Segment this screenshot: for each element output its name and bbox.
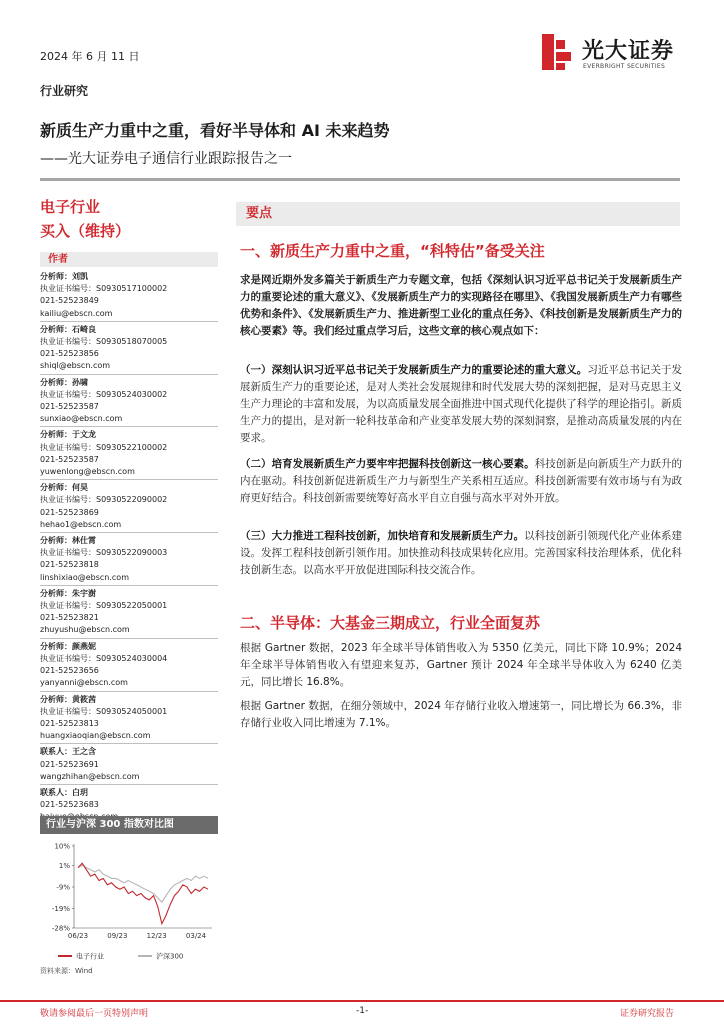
author-phone: 021-52523587 <box>40 402 99 412</box>
author-email: linshixiao@ebscn.com <box>40 572 129 582</box>
author-role-name: 分析师：黄筱茜 <box>40 694 96 704</box>
author-name <box>40 746 218 758</box>
chart-x-tick-label: 03/24 <box>185 932 207 940</box>
index-comparison-chart <box>40 836 218 976</box>
author-name <box>40 535 218 547</box>
author-separator <box>40 321 218 322</box>
author-email: kailiu@ebscn.com <box>40 308 113 318</box>
author-role-name: 分析师：孙啸 <box>40 377 88 387</box>
chart-legend-label: 电子行业 <box>76 952 104 961</box>
author-license: 执业证书编号：S0930522090003 <box>40 548 168 558</box>
point-1-heading: （一）深刻认识习近平总书记关于发展新质生产力的重要论述的重大意义。 <box>240 364 588 376</box>
chart-y-tick-label: -9% <box>56 883 70 892</box>
section-2-title: 二、半导体：大基金三期成立，行业全面复苏 <box>240 614 541 632</box>
author-name <box>40 588 218 600</box>
author-name <box>40 694 218 706</box>
report-subtitle: ——光大证券电子通信行业跟踪报告之一 <box>40 151 292 167</box>
key-points-heading: 要点 <box>236 202 680 226</box>
semiconductor-paragraph-1: 根据 Gartner 数据，2023 年全球半导体销售收入为 5350 亿美元，同比下降 10.9%；2024 年全球半导体销售收入有望迎来复苏，Gartner 预计 2024 年全球半导体收入为 6240 亿美元，同比增长 16.8%。 <box>240 642 682 688</box>
author-separator <box>40 585 218 586</box>
author-email: zhuyushu@ebscn.com <box>40 625 130 635</box>
author-phone: 021-52523656 <box>40 666 99 676</box>
author-license: 执业证书编号：S0930522090002 <box>40 495 168 505</box>
author-email: shiql@ebscn.com <box>40 361 111 371</box>
author-separator <box>40 784 218 785</box>
author-role-name: 分析师：石崎良 <box>40 324 96 334</box>
author-license: 执业证书编号：S0930522100002 <box>40 442 168 452</box>
chart-y-tick-label: 1% <box>58 861 70 870</box>
chart-series-line <box>78 863 208 923</box>
chart-y-tick-label: -19% <box>51 905 70 914</box>
chart-y-tick-label: 10% <box>54 842 70 851</box>
chart-x-tick-label: 09/23 <box>107 932 128 940</box>
point-2-text: 科技创新是向新质生产力跃升的内在驱动。科技创新促进新质生产力与新型生产关系相互适应。科技创新需要有效市场与有为政府更好结合。科技创新需要统筹好高水平自立自强与高水平对外开放。 <box>240 458 683 504</box>
author-separator <box>40 743 218 744</box>
author-phone: 021-52523587 <box>40 454 99 464</box>
author-name <box>40 641 218 653</box>
point-3-paragraph <box>240 528 682 579</box>
point-3-heading: （三）大力推进工程科技创新，加快培育和发展新质生产力。 <box>240 530 525 542</box>
footer-divider <box>0 1000 724 1002</box>
chart-legend-label: 沪深300 <box>156 952 184 961</box>
author-license: 执业证书编号：S0930524050001 <box>40 706 168 716</box>
author-name <box>40 482 218 494</box>
author-separator <box>40 426 218 427</box>
author-license: 执业证书编号：S0930524030004 <box>40 653 168 663</box>
point-3-text: 以科技创新引领现代化产业体系建设。发挥工程科技创新引领作用。加快推动科技成果转化应用。完善国家科技治理体系，优化科技创新生态。以高水平开放促进国际科技交流合作。 <box>240 530 683 576</box>
report-date: 2024 年 6 月 11 日 <box>40 50 140 63</box>
author-name <box>40 787 218 799</box>
author-license: 执业证书编号：S0930518070005 <box>40 337 168 347</box>
point-1-paragraph <box>240 362 682 447</box>
author-email: yanyanni@ebscn.com <box>40 678 128 688</box>
author-phone: 021-52523869 <box>40 507 99 517</box>
point-1-text: 习近平总书记关于发展新质生产力的重要论述，是对人类社会发展规律和时代发展大势的深刻把握，是对马克思主义生产力理论的丰富和发展，为以高质量发展全面推进中国式现代化提供了科学的理论指引。新质生产力的提出，是对新一轮科技革命和产业变革发展大势的深刻洞察，是推动高质量发展的内在要求。 <box>240 364 683 444</box>
author-role-name: 分析师：林仕霄 <box>40 536 96 546</box>
header-divider <box>40 178 680 181</box>
author-role-name: 联系人：王之含 <box>40 747 96 757</box>
author-phone: 021-52523813 <box>40 718 99 728</box>
author-email: wangzhihan@ebscn.com <box>40 771 140 781</box>
chart-series-line <box>78 865 208 902</box>
chart-x-tick-label: 12/23 <box>146 932 167 940</box>
point-2-paragraph <box>240 456 682 507</box>
author-license: 执业证书编号：S0930522050001 <box>40 601 168 611</box>
brand-logo <box>540 30 690 76</box>
industry-label: 电子行业 <box>40 198 101 216</box>
chart-x-tick-label: 06/23 <box>67 932 89 940</box>
author-license: 执业证书编号：S0930524030002 <box>40 389 168 399</box>
author-name <box>40 271 218 283</box>
author-separator <box>40 638 218 639</box>
author-name <box>40 324 218 336</box>
chart-source: 资料来源：Wind <box>40 967 93 975</box>
author-separator <box>40 374 218 375</box>
author-separator <box>40 479 218 480</box>
author-separator <box>40 532 218 533</box>
everbright-logo-icon <box>540 32 574 72</box>
page-number: -1- <box>356 1006 369 1016</box>
intro-paragraph: 求是网近期外发多篇关于新质生产力专题文章，包括《深刻认识习近平总书记关于发展新质生产力的重要论述的重大意义》、《发展新质生产力的实现路径在哪里》、《我国发展新质生产力有哪些优势和条件》、《发展新质生产力、推进新型工业化的重点任务》、《科技创新是发展新质生产力的核心要素》等。我们经过重点学习后，这些文章的核心观点如下： <box>240 274 682 337</box>
author-phone: 021-52523818 <box>40 560 99 570</box>
semiconductor-paragraph-2: 根据 Gartner 数据，在细分领域中，2024 年存储行业收入增速第一，同比增长为 66.3%，非存储行业收入同比增速为 7.1%。 <box>240 700 682 729</box>
footer-disclaimer: 敬请参阅最后一页特别声明 <box>40 1009 149 1019</box>
rating-label: 买入（维持） <box>40 222 131 240</box>
author-phone: 021-52523683 <box>40 800 99 810</box>
author-role-name: 分析师：于文龙 <box>40 430 96 440</box>
author-phone: 021-52523849 <box>40 296 99 306</box>
author-email: yuwenlong@ebscn.com <box>40 467 135 477</box>
author-role-name: 联系人：白玥 <box>40 787 88 797</box>
author-name <box>40 377 218 389</box>
author-role-name: 分析师：何昊 <box>40 483 88 493</box>
author-phone: 021-52523691 <box>40 759 99 769</box>
author-role-name: 分析师：颜燕妮 <box>40 641 96 651</box>
author-separator <box>40 691 218 692</box>
logo-text-cn: 光大证券 <box>582 39 675 64</box>
author-email: huangxiaoqian@ebscn.com <box>40 731 151 741</box>
author-role-name: 分析师：朱宇澍 <box>40 588 96 598</box>
footer-report-type: 证券研究报告 <box>620 1009 675 1019</box>
point-2-heading: （二）培育发展新质生产力要牢牢把握科技创新这一核心要素。 <box>240 458 535 470</box>
author-email: hehao1@ebscn.com <box>40 519 122 529</box>
report-title: 新质生产力重中之重，看好半导体和 AI 未来趋势 <box>40 121 390 140</box>
author-email: sunxiao@ebscn.com <box>40 414 123 424</box>
author-license: 执业证书编号：S0930517100002 <box>40 284 168 294</box>
author-role-name: 分析师：刘凯 <box>40 272 88 281</box>
logo-text-en: EVERBRIGHT SECURITIES <box>583 63 666 70</box>
author-name <box>40 429 218 441</box>
author-phone: 021-52523856 <box>40 349 99 359</box>
authors-heading: 作者 <box>40 252 218 267</box>
authors-list <box>40 271 218 824</box>
chart-heading: 行业与沪深 300 指数对比图 <box>40 816 218 834</box>
author-phone: 021-52523821 <box>40 613 99 623</box>
report-category: 行业研究 <box>40 84 89 98</box>
section-1-title: 一、新质生产力重中之重，“科特估”备受关注 <box>240 242 545 260</box>
chart-y-tick-label: -28% <box>51 924 70 933</box>
